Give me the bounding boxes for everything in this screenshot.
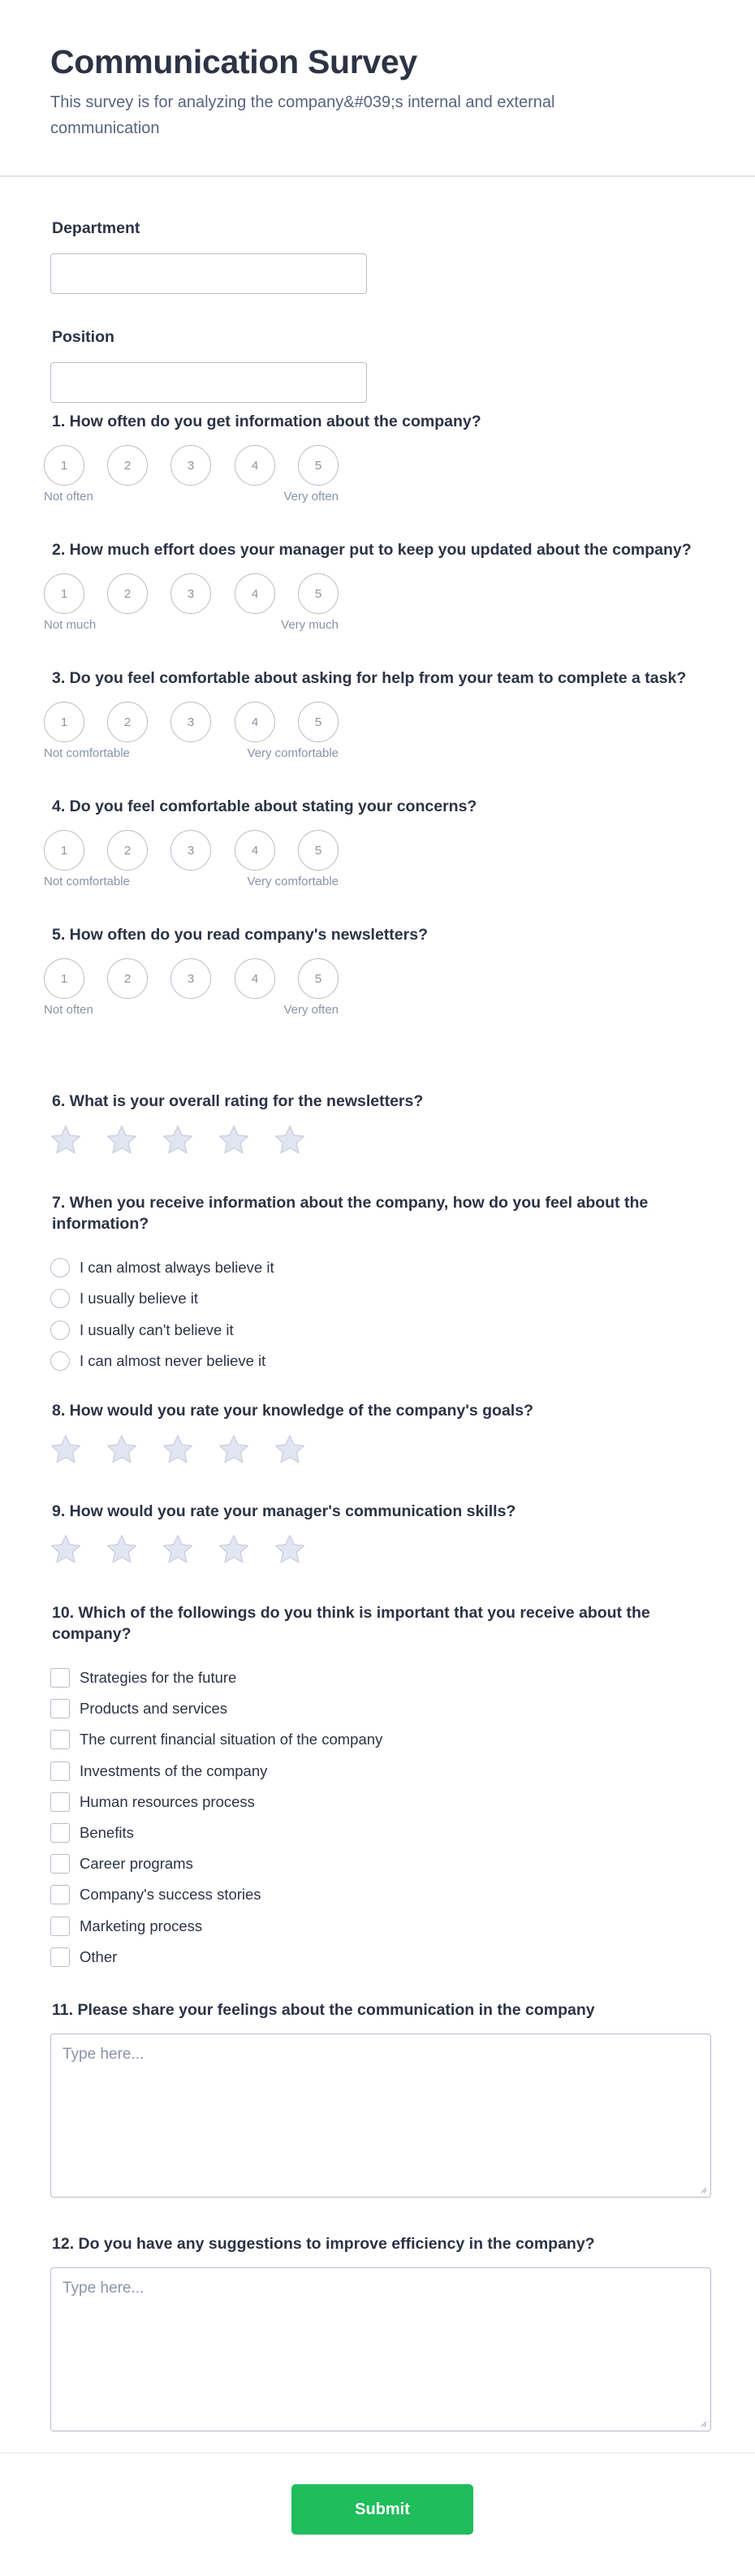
form-footer <box>0 2453 755 2576</box>
q10-check[interactable] <box>50 1730 70 1749</box>
scale-option-5[interactable]: 5 <box>298 445 339 486</box>
scale-low-caption: Not often <box>44 490 93 504</box>
star-icon[interactable] <box>217 1123 251 1157</box>
scale-option-3[interactable]: 3 <box>170 445 211 486</box>
scale-option-5[interactable]: 5 <box>298 958 339 999</box>
scale-low-caption: Not comfortable <box>44 746 130 760</box>
q10-label: 10. Which of the followings do you think is important that you receive about the company? <box>52 1604 650 1643</box>
scale-low-caption: Not much <box>44 618 97 632</box>
q10-option-label: Other <box>80 1947 118 1965</box>
q7-option-label: I can almost never believe it <box>80 1351 266 1369</box>
q10-option-label: Products and services <box>80 1700 228 1718</box>
scale-option-4[interactable]: 4 <box>235 702 275 742</box>
survey-form <box>0 177 755 2518</box>
position-label: Position <box>52 328 114 346</box>
q7-radio[interactable] <box>50 1258 70 1277</box>
department-input[interactable] <box>50 253 367 294</box>
q8-label: 8. How would you rate your knowledge of the company's goals? <box>52 1402 533 1420</box>
scale-option-2[interactable]: 2 <box>107 573 148 614</box>
q10-check[interactable] <box>50 1917 70 1936</box>
star-icon[interactable] <box>49 1532 83 1567</box>
star-icon[interactable] <box>49 1433 83 1467</box>
q10-check[interactable] <box>50 1823 70 1843</box>
form-title: Communication Survey <box>50 43 417 80</box>
scale-high-caption: Very often <box>283 1003 339 1017</box>
q10-check[interactable] <box>50 1885 70 1904</box>
q7-option[interactable] <box>50 1320 234 1341</box>
star-icon[interactable] <box>161 1123 195 1157</box>
q10-option-label: Benefits <box>80 1824 134 1841</box>
q7-option-label: I usually can't believe it <box>80 1320 234 1338</box>
scale-option-4[interactable]: 4 <box>235 830 275 871</box>
scale-high-caption: Very often <box>283 490 339 504</box>
star-icon[interactable] <box>217 1433 251 1467</box>
q11-textarea[interactable] <box>50 2034 711 2198</box>
q7-option[interactable] <box>50 1288 198 1309</box>
scale-option-1[interactable]: 1 <box>44 702 84 742</box>
q10-check[interactable] <box>50 1761 70 1781</box>
q10-option-label: Career programs <box>80 1855 193 1873</box>
q10-check[interactable] <box>50 1854 70 1874</box>
department-label: Department <box>52 219 140 237</box>
scale-option-3[interactable]: 3 <box>170 958 211 999</box>
q10-check[interactable] <box>50 1792 70 1812</box>
q7-option-label: I can almost always believe it <box>80 1259 274 1276</box>
scale-option-4[interactable]: 4 <box>235 573 275 614</box>
star-icon[interactable] <box>105 1433 139 1467</box>
star-icon[interactable] <box>217 1532 251 1567</box>
scale-option-5[interactable]: 5 <box>298 573 339 614</box>
q7-label: 7. When you receive information about the company, how do you feel about the information? <box>52 1194 649 1233</box>
q10-option-label: Strategies for the future <box>80 1669 237 1686</box>
q10-option-label: The current financial situation of the company <box>80 1731 383 1748</box>
scale-low-caption: Not comfortable <box>44 875 130 888</box>
q10-option[interactable] <box>50 1916 202 1937</box>
q5-label: 5. How often do you read company's newsletters? <box>52 926 428 944</box>
star-icon[interactable] <box>105 1123 139 1157</box>
scale-high-caption: Very comfortable <box>247 746 339 760</box>
q6-label: 6. What is your overall rating for the newsletters? <box>52 1092 424 1110</box>
form-header <box>0 0 755 177</box>
scale-high-caption: Very much <box>281 618 339 632</box>
q7-radio[interactable] <box>50 1320 70 1340</box>
scale-option-3[interactable]: 3 <box>170 573 211 614</box>
q12-placeholder: Type here... <box>63 2280 145 2297</box>
q7-option[interactable] <box>50 1351 265 1372</box>
q10-option-label: Investments of the company <box>80 1761 268 1779</box>
q12-label: 12. Do you have any suggestions to improve efficiency in the company? <box>52 2235 595 2253</box>
q10-option[interactable] <box>50 1698 227 1719</box>
scale-option-4[interactable]: 4 <box>235 445 275 486</box>
q10-option[interactable] <box>50 1884 261 1905</box>
star-icon[interactable] <box>105 1532 139 1567</box>
star-icon[interactable] <box>49 1123 83 1157</box>
q10-option[interactable] <box>50 1822 134 1843</box>
scale-option-1[interactable]: 1 <box>44 958 84 999</box>
scale-high-caption: Very comfortable <box>247 875 339 888</box>
scale-option-2[interactable]: 2 <box>107 830 148 871</box>
resize-handle-icon[interactable] <box>699 2419 707 2427</box>
q9-label: 9. How would you rate your manager's communication skills? <box>52 1502 516 1520</box>
q7-radio[interactable] <box>50 1289 70 1308</box>
q11-placeholder: Type here... <box>63 2046 145 2063</box>
q10-check[interactable] <box>50 1699 70 1718</box>
q10-check[interactable] <box>50 1947 70 1967</box>
q10-option[interactable] <box>50 1853 193 1874</box>
scale-option-5[interactable]: 5 <box>298 702 339 742</box>
form-description: This survey is for analyzing the company&#039;s internal and external communication <box>50 93 555 137</box>
q1-label: 1. How often do you get information about the company? <box>52 413 481 430</box>
q10-option[interactable] <box>50 1947 117 1968</box>
q10-option[interactable] <box>50 1792 255 1813</box>
submit-button[interactable]: Submit <box>291 2484 473 2535</box>
scale-option-5[interactable]: 5 <box>298 830 339 871</box>
q7-option[interactable] <box>50 1257 274 1278</box>
scale-option-1[interactable]: 1 <box>44 830 84 871</box>
star-icon[interactable] <box>161 1433 195 1467</box>
q7-radio[interactable] <box>50 1351 70 1371</box>
scale-low-caption: Not often <box>44 1003 93 1017</box>
scale-option-4[interactable]: 4 <box>235 958 275 999</box>
scale-option-1[interactable]: 1 <box>44 573 84 614</box>
q4-label: 4. Do you feel comfortable about stating your concerns? <box>52 797 477 815</box>
star-icon[interactable] <box>161 1532 195 1567</box>
q10-option-label: Human resources process <box>80 1792 255 1810</box>
star-icon[interactable] <box>273 1532 307 1567</box>
q7-option-label: I usually believe it <box>80 1290 199 1307</box>
position-input[interactable] <box>50 362 367 403</box>
q12-textarea[interactable] <box>50 2267 711 2431</box>
q3-label: 3. Do you feel comfortable about asking for help from your team to complete a task? <box>52 669 687 687</box>
resize-handle-icon[interactable] <box>699 2185 707 2193</box>
scale-option-2[interactable]: 2 <box>107 958 148 999</box>
star-icon[interactable] <box>273 1433 307 1467</box>
q10-option[interactable] <box>50 1729 382 1750</box>
scale-option-3[interactable]: 3 <box>170 830 211 871</box>
scale-option-2[interactable]: 2 <box>107 445 148 486</box>
q10-option[interactable] <box>50 1761 267 1782</box>
q10-check[interactable] <box>50 1668 70 1688</box>
q10-option-label: Company's success stories <box>80 1886 261 1904</box>
q10-option[interactable] <box>50 1667 236 1688</box>
q11-label: 11. Please share your feelings about the communication in the company <box>52 2001 595 2019</box>
q2-label: 2. How much effort does your manager put to keep you updated about the company? <box>52 541 692 559</box>
scale-option-2[interactable]: 2 <box>107 702 148 742</box>
scale-option-3[interactable]: 3 <box>170 702 211 742</box>
q10-option-label: Marketing process <box>80 1917 203 1934</box>
star-icon[interactable] <box>273 1123 307 1157</box>
scale-option-1[interactable]: 1 <box>44 445 84 486</box>
